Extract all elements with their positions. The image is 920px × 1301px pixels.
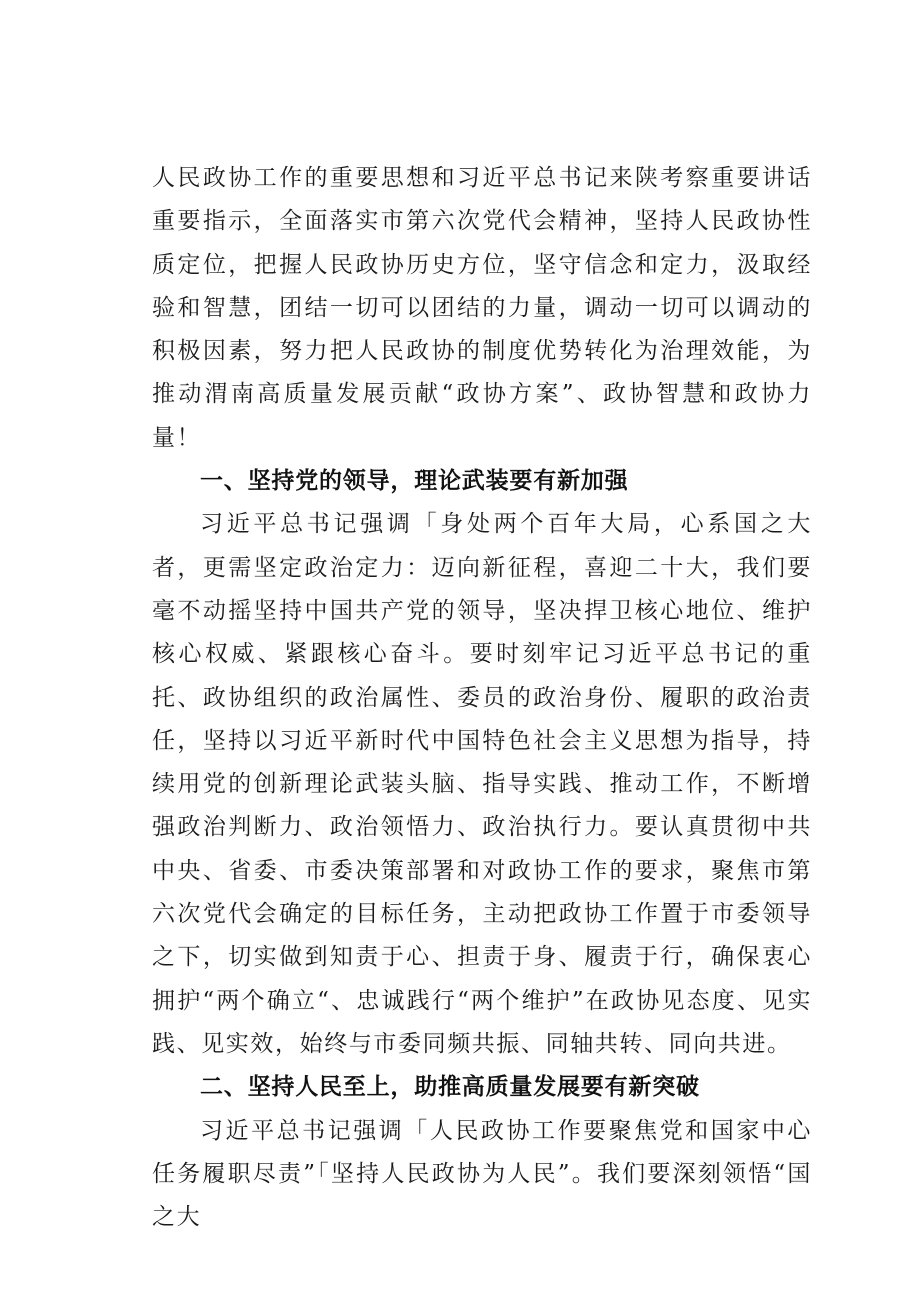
document-body [152,157,812,1239]
body-paragraph-3: 习近平总书记强调「人民政协工作要聚焦党和国家中心任务履职尽责”「坚持人民政协为人民”。我们要深刻领悟“国之大 [152,1117,812,1231]
body-paragraph-2: 习近平总书记强调「身处两个百年大局，心系国之大者，更需坚定政治定力：迈向新征程，喜迎二十大，我们要毫不动摇坚持中国共产党的领导，坚决捍卫核心地位、维护核心权威、紧跟核心奋斗。要时刻牢记习近平总书记的重托、政协组织的政治属性、委员的政治身份、履职的政治责任，坚持以习近平新时代中国特色社会主义思想为指导，持续用党的创新理论武装头脑、指导实践、推动工作，不断增强政治判断力、政治领悟力、政治执行力。要认真贯彻中共中央、省委、市委决策部署和对政协工作的要求，聚焦市第六次党代会确定的目标任务，主动把政协工作置于市委领导之下，切实做到知责于心、担责于身、履责于行，确保衷心拥护“两个确立“、忠诚践行“两个维护”在政协见态度、见实践、见实效，始终与市委同频共振、同轴共转、同向共进。 [152,511,812,1057]
section-heading-1: 一、坚持党的领导，理论武装要有新加强 [200,468,629,495]
body-paragraph-1: 人民政协工作的重要思想和习近平总书记来陕考察重要讲话重要指示，全面落实市第六次党代会精神，坚持人民政协性质定位，把握人民政协历史方位，坚守信念和定力，汲取经验和智慧，团结一切可以团结的力量，调动一切可以调动的积极因素，努力把人民政协的制度优势转化为治理效能，为推动渭南高质量发展贡献“政协方案”、政协智慧和政协力量！ [152,165,812,451]
section-heading-2: 二、坚持人民至上，助推高质量发展要有新突破 [200,1074,700,1101]
